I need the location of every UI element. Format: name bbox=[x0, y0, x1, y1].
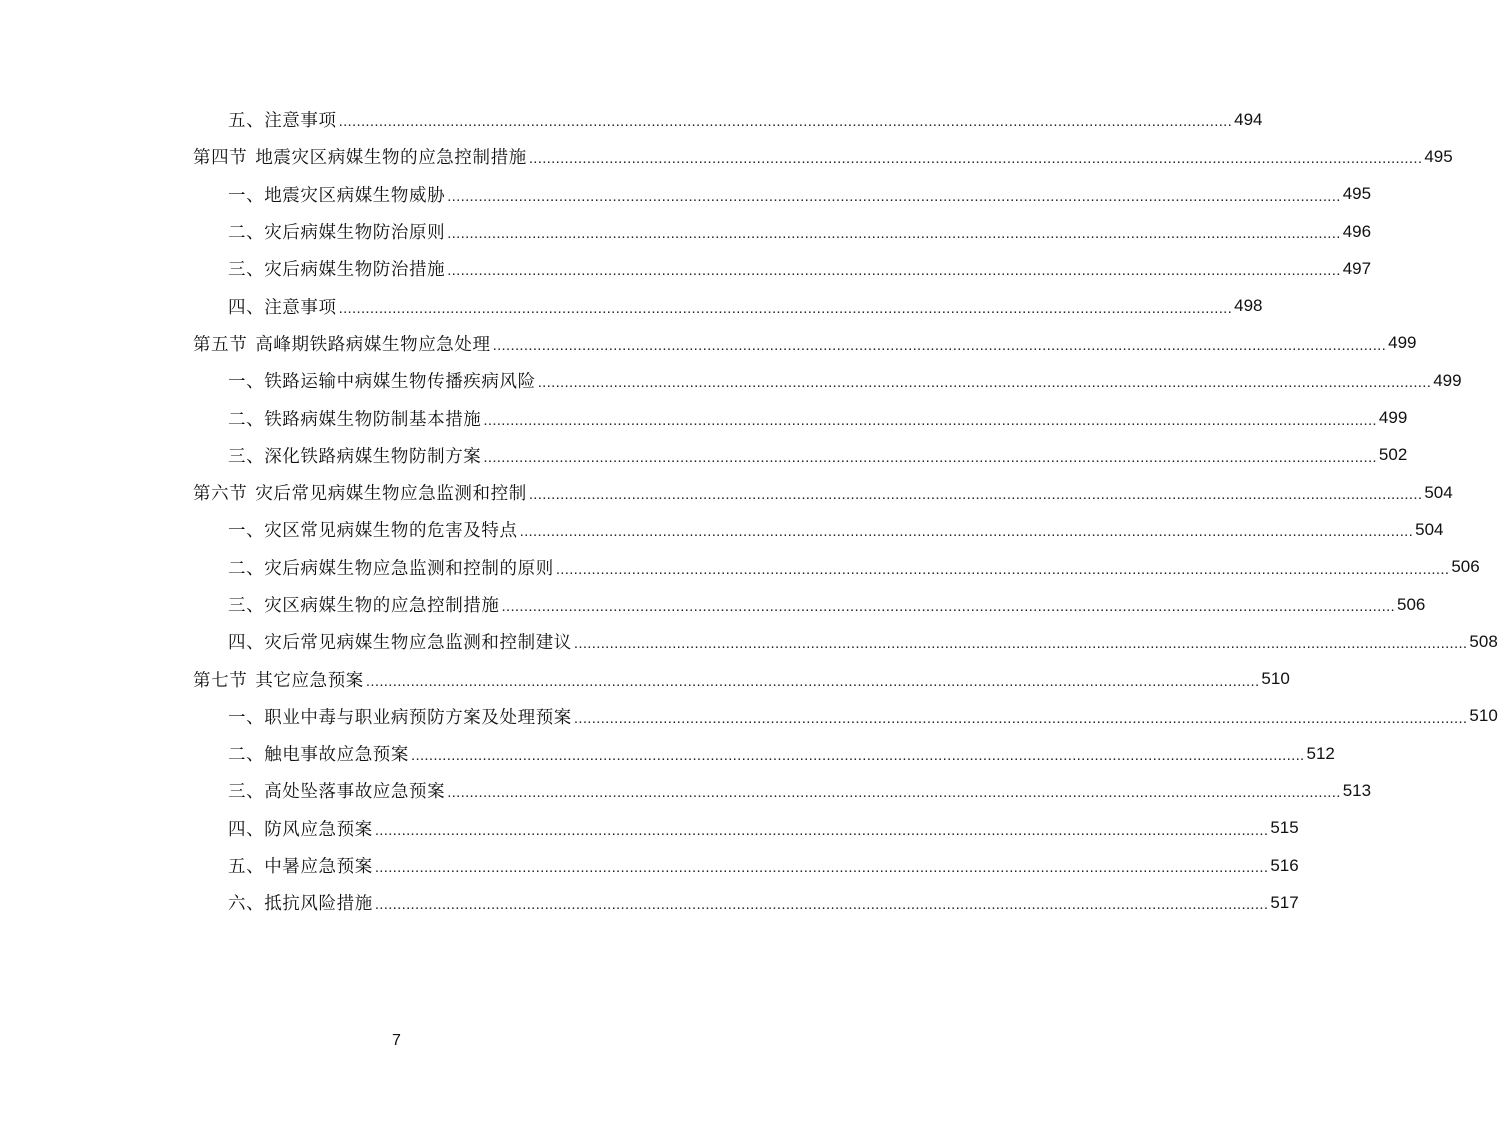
toc-entry-label bbox=[228, 443, 481, 468]
toc-entry-number: 第七节 bbox=[193, 670, 248, 691]
toc-entry-title: 灾后病媒生物应急监测和控制的原则 bbox=[264, 558, 554, 579]
toc-entry-number: 四、 bbox=[228, 297, 265, 318]
toc-entry-title: 地震灾区病媒生物的应急控制措施 bbox=[255, 148, 527, 169]
toc-entry-title: 灾后病媒生物防治原则 bbox=[264, 223, 446, 244]
toc-entry-title: 中暑应急预案 bbox=[264, 857, 373, 878]
toc-entry-title: 职业中毒与职业病预防方案及处理预案 bbox=[264, 707, 572, 728]
toc-subsection-entry[interactable] bbox=[0, 884, 1299, 921]
toc-section-entry[interactable] bbox=[0, 325, 1417, 362]
toc-entry-number: 一、 bbox=[228, 185, 265, 206]
toc-entry-title: 灾区病媒生物的应急控制措施 bbox=[264, 596, 500, 616]
toc-leader-dots: ........................................................................................................................................................................................................ bbox=[338, 299, 1233, 317]
toc-entry-number: 二、 bbox=[228, 223, 265, 244]
toc-entry-page: 502 bbox=[1378, 445, 1408, 465]
toc-entry-number: 二、 bbox=[228, 745, 265, 766]
toc-subsection-entry[interactable] bbox=[0, 772, 1372, 809]
toc-entry-page: 506 bbox=[1451, 557, 1480, 577]
toc-subsection-entry[interactable] bbox=[0, 287, 1263, 324]
toc-leader-dots: ........................................................................................................................................................................................................ bbox=[447, 262, 1341, 280]
toc-subsection-entry[interactable] bbox=[0, 549, 1480, 586]
toc-leader-dots: ........................................................................................................................................................................................................ bbox=[501, 598, 1396, 615]
toc-leader-dots: ........................................................................................................................................................................................................ bbox=[573, 635, 1468, 653]
toc-subsection-entry[interactable] bbox=[0, 735, 1335, 772]
toc-entry-page: 515 bbox=[1270, 818, 1299, 838]
toc-entry-page: 513 bbox=[1342, 780, 1372, 800]
toc-entry-number: 三、 bbox=[228, 782, 265, 803]
toc-entry-label bbox=[228, 890, 373, 915]
toc-leader-dots: ........................................................................................................................................................................................................ bbox=[528, 486, 1423, 504]
toc-entry-title: 铁路运输中病媒生物传播疾病风险 bbox=[264, 372, 536, 393]
table-of-contents bbox=[0, 101, 1498, 922]
toc-entry-label bbox=[228, 629, 572, 654]
toc-entry-page: 495 bbox=[1342, 184, 1372, 204]
toc-entry-label bbox=[228, 592, 500, 617]
toc-entry-page: 497 bbox=[1342, 258, 1372, 278]
toc-entry-number: 五、 bbox=[228, 857, 265, 878]
toc-entry-number: 二、 bbox=[228, 409, 265, 430]
toc-entry-page: 504 bbox=[1424, 482, 1453, 502]
toc-entry-label bbox=[228, 294, 337, 319]
toc-entry-label bbox=[193, 144, 527, 169]
toc-leader-dots: ........................................................................................................................................................................................................ bbox=[528, 150, 1423, 168]
toc-entry-label bbox=[228, 778, 445, 803]
toc-entry-title: 触电事故应急预案 bbox=[264, 745, 410, 766]
toc-entry-number: 二、 bbox=[228, 558, 265, 579]
toc-subsection-entry[interactable] bbox=[0, 586, 1426, 623]
toc-entry-page: 510 bbox=[1261, 669, 1290, 689]
toc-entry-title: 铁路病媒生物防制基本措施 bbox=[264, 409, 482, 430]
toc-entry-number: 六、 bbox=[228, 894, 265, 915]
toc-entry-page: 498 bbox=[1234, 296, 1263, 316]
toc-entry-title: 地震灾区病媒生物威胁 bbox=[264, 185, 446, 206]
toc-entry-number: 三、 bbox=[228, 446, 265, 467]
toc-subsection-entry[interactable] bbox=[0, 362, 1462, 399]
toc-entry-label bbox=[228, 107, 337, 132]
toc-leader-dots: ........................................................................................................................................................................................................ bbox=[519, 523, 1414, 541]
toc-section-entry[interactable] bbox=[0, 138, 1453, 175]
toc-leader-dots: ........................................................................................................................................................................................................ bbox=[555, 560, 1450, 578]
toc-entry-title: 灾区常见病媒生物的危害及特点 bbox=[264, 521, 518, 542]
toc-entry-number: 第四节 bbox=[193, 148, 248, 169]
toc-subsection-entry[interactable] bbox=[0, 399, 1408, 436]
toc-entry-page: 499 bbox=[1388, 333, 1417, 353]
toc-leader-dots: ........................................................................................................................................................................................................ bbox=[492, 336, 1387, 354]
toc-entry-title: 注意事项 bbox=[264, 111, 337, 132]
toc-leader-dots: ........................................................................................................................................................................................................ bbox=[338, 113, 1233, 131]
toc-subsection-entry[interactable] bbox=[0, 213, 1372, 250]
toc-entry-page: 494 bbox=[1234, 109, 1263, 129]
toc-entry-number: 三、 bbox=[228, 260, 265, 281]
toc-subsection-entry[interactable] bbox=[0, 847, 1299, 884]
toc-entry-label bbox=[228, 741, 409, 766]
toc-entry-page: 512 bbox=[1306, 743, 1335, 763]
toc-leader-dots: ........................................................................................................................................................................................................ bbox=[483, 411, 1377, 429]
toc-entry-label bbox=[228, 219, 445, 244]
toc-leader-dots: ........................................................................................................................................................................................................ bbox=[374, 896, 1269, 914]
toc-entry-number: 四、 bbox=[228, 633, 265, 654]
toc-leader-dots: ........................................................................................................................................................................................................ bbox=[537, 374, 1432, 392]
toc-entry-number: 四、 bbox=[228, 819, 265, 840]
toc-entry-number: 一、 bbox=[228, 372, 265, 393]
toc-entry-title: 注意事项 bbox=[264, 297, 337, 318]
toc-entry-number: 第五节 bbox=[193, 334, 248, 355]
toc-entry-page: 499 bbox=[1433, 370, 1462, 390]
toc-leader-dots: ........................................................................................................................................................................................................ bbox=[447, 784, 1341, 802]
toc-entry-label bbox=[193, 480, 527, 505]
toc-entry-number: 一、 bbox=[228, 521, 265, 542]
toc-subsection-entry[interactable] bbox=[0, 101, 1263, 138]
toc-entry-page: 499 bbox=[1378, 408, 1408, 428]
toc-entry-page: 496 bbox=[1342, 221, 1372, 241]
toc-leader-dots: ........................................................................................................................................................................................................ bbox=[483, 448, 1377, 466]
toc-entry-label bbox=[228, 368, 536, 393]
toc-entry-page: 510 bbox=[1469, 706, 1498, 726]
toc-subsection-entry[interactable] bbox=[0, 250, 1372, 287]
toc-entry-page: 495 bbox=[1424, 146, 1453, 166]
toc-subsection-entry[interactable] bbox=[0, 437, 1408, 474]
toc-subsection-entry[interactable] bbox=[0, 176, 1372, 213]
toc-subsection-entry[interactable] bbox=[0, 698, 1498, 735]
toc-entry-label bbox=[228, 816, 373, 841]
toc-entry-label bbox=[228, 853, 373, 878]
toc-leader-dots: ........................................................................................................................................................................................................ bbox=[447, 225, 1341, 243]
toc-leader-dots: ........................................................................................................................................................................................................ bbox=[374, 821, 1269, 839]
toc-leader-dots: ........................................................................................................................................................................................................ bbox=[447, 187, 1341, 205]
toc-subsection-entry[interactable] bbox=[0, 623, 1498, 660]
toc-entry-label bbox=[193, 331, 491, 356]
toc-entry-title: 防风应急预案 bbox=[264, 819, 373, 840]
toc-section-entry[interactable] bbox=[0, 474, 1453, 511]
toc-entry-title: 深化铁路病媒生物防制方案 bbox=[264, 446, 482, 467]
toc-entry-page: 516 bbox=[1270, 855, 1299, 875]
toc-entry-title: 其它应急预案 bbox=[255, 670, 364, 691]
toc-leader-dots: ........................................................................................................................................................................................................ bbox=[411, 747, 1305, 765]
toc-entry-page: 517 bbox=[1270, 892, 1299, 912]
toc-entry-page: 504 bbox=[1415, 519, 1444, 539]
toc-section-entry[interactable] bbox=[0, 660, 1290, 697]
toc-leader-dots: ........................................................................................................................................................................................................ bbox=[374, 859, 1269, 877]
toc-entry-number: 一、 bbox=[228, 707, 265, 728]
toc-entry-label bbox=[193, 667, 364, 692]
toc-entry-title: 灾后常见病媒生物应急监测和控制 bbox=[255, 484, 527, 505]
toc-entry-page: 508 bbox=[1469, 631, 1498, 651]
toc-entry-number: 三、 bbox=[228, 596, 265, 616]
toc-entry-title: 灾后常见病媒生物应急监测和控制建议 bbox=[264, 633, 572, 654]
toc-entry-label bbox=[228, 182, 445, 207]
toc-subsection-entry[interactable] bbox=[0, 810, 1299, 847]
toc-entry-number: 第六节 bbox=[193, 484, 248, 505]
toc-entry-title: 抵抗风险措施 bbox=[264, 894, 373, 915]
toc-entry-label bbox=[228, 256, 445, 281]
toc-entry-page: 506 bbox=[1397, 594, 1426, 614]
toc-entry-title: 灾后病媒生物防治措施 bbox=[264, 260, 446, 281]
toc-entry-label bbox=[228, 704, 572, 729]
toc-leader-dots: ........................................................................................................................................................................................................ bbox=[573, 709, 1468, 727]
page-number: 7 bbox=[392, 1032, 401, 1049]
toc-entry-title: 高峰期铁路病媒生物应急处理 bbox=[255, 334, 491, 355]
toc-entry-title: 高处坠落事故应急预案 bbox=[264, 782, 446, 803]
toc-entry-label bbox=[228, 406, 481, 431]
toc-entry-number: 五、 bbox=[228, 111, 265, 132]
toc-leader-dots: ........................................................................................................................................................................................................ bbox=[365, 672, 1260, 690]
toc-entry-label bbox=[228, 555, 554, 580]
toc-entry-label bbox=[228, 517, 518, 542]
toc-subsection-entry[interactable] bbox=[0, 511, 1444, 548]
